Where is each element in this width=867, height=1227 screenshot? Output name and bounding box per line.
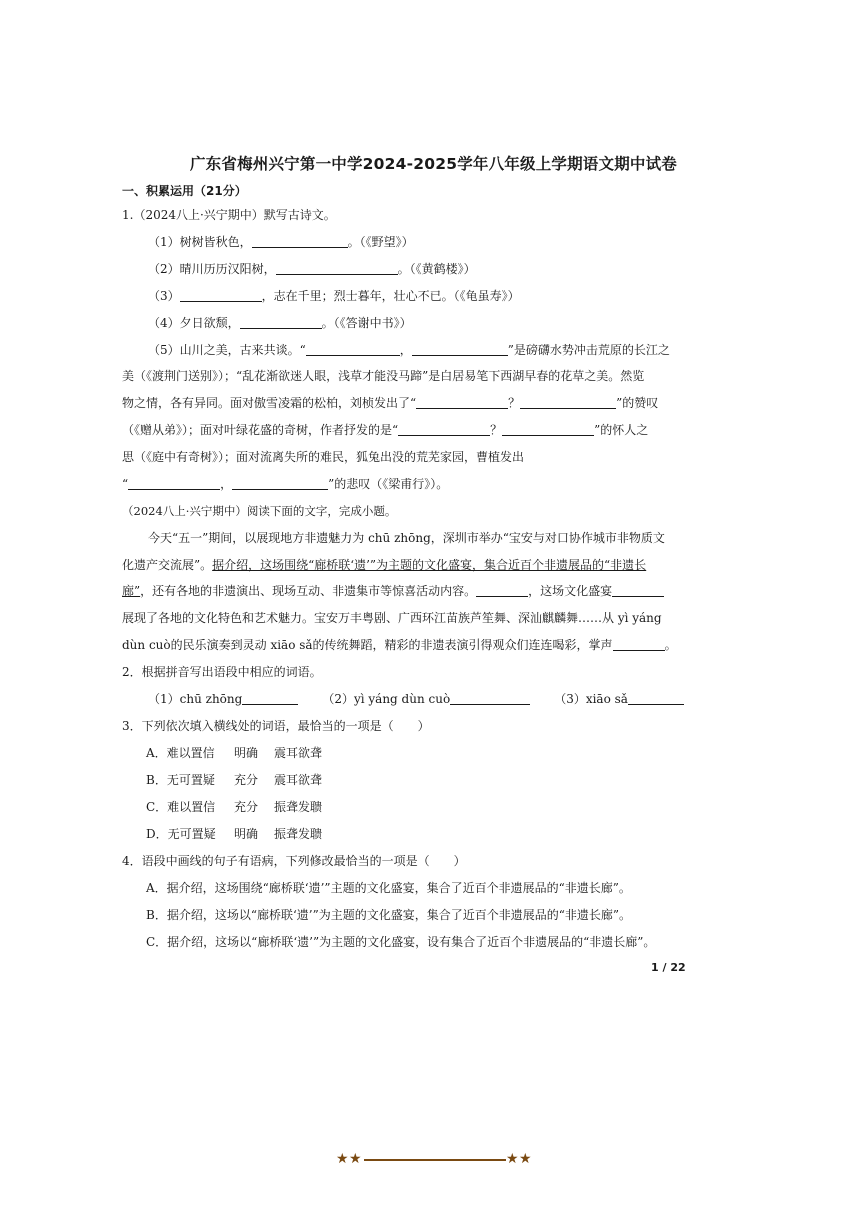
answer-blank[interactable]: [252, 234, 348, 248]
answer-blank[interactable]: [613, 637, 665, 651]
passage-line-3: [122, 582, 664, 600]
q1-item-3: [148, 287, 520, 305]
option-text: D．无可置疑: [146, 827, 216, 841]
answer-blank[interactable]: [450, 691, 530, 705]
answer-blank[interactable]: [628, 691, 684, 705]
q2-item-2: （2）yì yáng dùn cuò: [322, 692, 451, 706]
text-span: ”的悲叹（《梁甫行》）。: [328, 477, 449, 491]
q1-item-3-text: ，志在千里；烈士暮年，壮心不已。（《龟虽寿》）: [261, 289, 520, 303]
q4-stem: 4．语段中画线的句子有语病，下列修改最恰当的一项是（ ）: [122, 854, 466, 868]
q1-item-1: [148, 233, 414, 251]
answer-blank[interactable]: [242, 691, 298, 705]
text-span: （《赠从弟》）；面对叶绿花盛的奇树，作者抒发的是“: [122, 423, 399, 437]
q3-option-d[interactable]: [146, 825, 322, 843]
star-icon: ★: [349, 1151, 362, 1167]
q1-item-2: [148, 260, 476, 278]
answer-blank[interactable]: [416, 395, 508, 409]
option-text: 充分: [234, 800, 259, 814]
text-span: ”的赞叹: [616, 396, 659, 410]
text-span: ？: [490, 423, 503, 437]
q2-items: [148, 690, 684, 708]
q1-intro: 1.（2024八上·兴宁期中）默写古诗文。: [122, 208, 336, 222]
q1-item-4-source: 。（《答谢中书》）: [321, 316, 412, 330]
q3-option-c[interactable]: [146, 798, 322, 816]
answer-blank[interactable]: [520, 395, 616, 409]
answer-blank[interactable]: [412, 342, 508, 356]
answer-blank[interactable]: [502, 422, 594, 436]
star-icon: ★: [336, 1151, 349, 1167]
q1-item-1-source: 。（《野望》）: [347, 235, 414, 249]
text-span: “: [122, 477, 129, 491]
option-text: 振聋发聩: [274, 800, 323, 814]
q3-option-a[interactable]: [146, 744, 322, 762]
passage-line-1: 今天“五一”期间，以展现地方非遗魅力为 chū zhōng，深圳市举办“宝安与对口协作城市非物质文: [148, 531, 665, 545]
q3-option-b[interactable]: [146, 771, 322, 789]
text-span: dùn cuò的民乐演奏到灵动 xiāo sǎ的传统舞蹈，精彩的非遗表演引得观众们连连喝彩，掌声: [122, 638, 613, 652]
answer-blank[interactable]: [240, 315, 322, 329]
text-span: 物之情，各有异同。面对傲雪凌霜的松柏，刘桢发出了“: [122, 396, 417, 410]
answer-blank[interactable]: [128, 476, 220, 490]
q2-item-3: （3）xiāo sǎ: [554, 692, 628, 706]
q1-item-2-text: （2）晴川历历汉阳树，: [148, 262, 276, 276]
star-icon: ★: [506, 1151, 519, 1167]
option-text: B．无可置疑: [146, 773, 215, 787]
q1-item-4-text: （4）夕日欲颓，: [148, 316, 240, 330]
q1-item-5-line-3: [122, 394, 658, 412]
passage-line-2: [122, 556, 646, 574]
q1-item-2-source: 。（《黄鹤楼》）: [397, 262, 476, 276]
footer-ornament: [336, 1150, 532, 1170]
q1-item-3-prefix: （3）: [148, 289, 180, 303]
text-span: ，这场文化盛宴: [528, 584, 613, 598]
option-text: 明确: [234, 746, 259, 760]
q1-item-5-line-2: 美（《渡荆门送别》）；“乱花渐欲迷人眼，浅草才能没马蹄”是白居易笔下西湖早春的花草之美。然览: [122, 369, 645, 383]
option-text: 明确: [234, 827, 259, 841]
text-span: 。: [664, 638, 677, 652]
text-span: ，: [220, 477, 233, 491]
q1-item-1-text: （1）树树皆秋色，: [148, 235, 252, 249]
answer-blank[interactable]: [276, 261, 398, 275]
answer-blank[interactable]: [612, 583, 664, 597]
underlined-sentence: 据介绍，这场围绕“廊桥联‘遗’”为主题的文化盛宴，集合近百个非遗展品的“非遗长: [212, 558, 647, 572]
q1-item-5-line-6: [122, 475, 448, 493]
answer-blank[interactable]: [306, 342, 400, 356]
q1-item-5-line-5: 思（《庭中有奇树》）；面对流离失所的难民，狐兔出没的荒芜家园，曹植发出: [122, 450, 525, 464]
option-text: 充分: [234, 773, 259, 787]
answer-blank[interactable]: [232, 476, 328, 490]
q4-option-c[interactable]: C．据介绍，这场以“廊桥联‘遗’”为主题的文化盛宴，设有集合了近百个非遗展品的“非遗长廊”。: [146, 935, 656, 949]
q2-item-1: （1）chū zhōng: [148, 692, 243, 706]
q1-item-5-line-4: [122, 421, 648, 439]
text-span: （5）山川之美，古来共谈。“: [148, 343, 306, 357]
option-text: C．难以置信: [146, 800, 216, 814]
underlined-sentence: 廊”: [122, 584, 141, 598]
text-span: ，还有各地的非遗演出、现场互动、非遗集市等惊喜活动内容。: [140, 584, 477, 598]
text-span: ”是磅礴水势冲击荒原的长江之: [507, 343, 670, 357]
option-text: 震耳欲聋: [274, 773, 323, 787]
passage-intro: （2024八上·兴宁期中）阅读下面的文字，完成小题。: [122, 504, 397, 518]
section-heading: 一、积累运用（21分）: [122, 184, 247, 198]
text-span: 化遗产交流展”。: [122, 558, 213, 572]
answer-blank[interactable]: [180, 288, 262, 302]
q4-option-b[interactable]: B．据介绍，这场以“廊桥联‘遗’”为主题的文化盛宴，集合了近百个非遗展品的“非遗长廊”。: [146, 908, 631, 922]
answer-blank[interactable]: [476, 583, 528, 597]
passage-line-4: 展现了各地的文化特色和艺术魅力。宝安万丰粤剧、广西环江苗族芦笙舞、深汕麒麟舞……从 yì yáng: [122, 611, 662, 625]
star-icon: ★: [519, 1151, 532, 1167]
answer-blank[interactable]: [398, 422, 490, 436]
footer-rule: [364, 1159, 506, 1161]
q2-stem: 2．根据拼音写出语段中相应的词语。: [122, 665, 322, 679]
passage-line-5: [122, 636, 677, 654]
text-span: ”的怀人之: [594, 423, 649, 437]
text-span: ，: [399, 343, 412, 357]
option-text: A．难以置信: [146, 746, 215, 760]
option-text: 振聋发聩: [274, 827, 323, 841]
q4-option-a[interactable]: A．据介绍，这场围绕“廊桥联‘遗’”主题的文化盛宴，集合了近百个非遗展品的“非遗长廊”。: [146, 881, 631, 895]
exam-title: 广东省梅州兴宁第一中学2024-2025学年八年级上学期语文期中试卷: [189, 155, 677, 173]
option-text: 震耳欲聋: [274, 746, 323, 760]
q3-stem: 3．下列依次填入横线处的词语，最恰当的一项是（ ）: [122, 719, 430, 733]
q1-item-5-line-1: [148, 341, 670, 359]
q1-item-4: [148, 314, 412, 332]
page-number: 1 / 22: [651, 961, 686, 974]
text-span: ？: [508, 396, 521, 410]
